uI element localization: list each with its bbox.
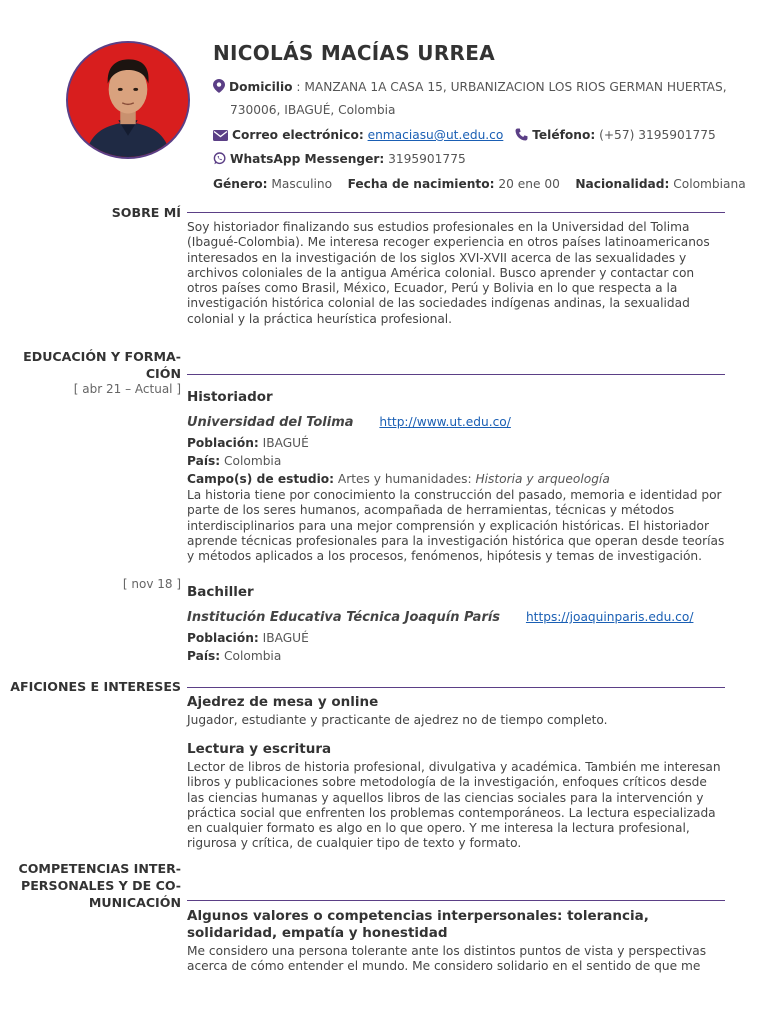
education-entry-2	[187, 584, 727, 665]
country-value: Colombia	[224, 454, 282, 468]
city-row	[187, 434, 727, 452]
about-divider	[187, 212, 725, 213]
address-value-line2: 730006, IBAGUÉ, Colombia	[230, 103, 396, 117]
country-row	[187, 647, 727, 665]
hobbies-divider	[187, 687, 725, 688]
whatsapp-icon	[213, 152, 226, 165]
competencies-section-title	[18, 860, 181, 911]
hobby-text: Lector de libros de historia profesional, divulgativa y académica. También me interesan libros y publicaciones sobre metodología de la investigación, enfoques críticos desde las ciencias humanas y aquellos libros de las ciencias sociales para la intervención y práctica social que enfrenten los problemas contemporáneos. La lectura especializada en cualquier formato es algo en lo que opero. Y me interesa la lectura profesional, rigurosa y crítica, de cualquier tipo de texto y formato.	[187, 760, 721, 851]
gender-label: Género:	[213, 177, 268, 191]
envelope-icon	[213, 130, 228, 141]
degree-title: Historiador	[187, 389, 273, 405]
institution-line	[187, 415, 727, 430]
whatsapp-line	[213, 152, 466, 166]
competency-item	[187, 908, 727, 975]
nationality-label: Nacionalidad:	[575, 177, 670, 191]
institution-link[interactable]: https://joaquinparis.edu.co/	[525, 610, 694, 624]
education-title-line2: CIÓN	[145, 366, 181, 381]
whatsapp-value: 3195901775	[388, 152, 466, 166]
education-date-1: [ abr 21 – Actual ]	[73, 382, 181, 396]
city-value: IBAGUÉ	[262, 436, 309, 450]
avatar	[68, 43, 188, 157]
field-row	[187, 470, 727, 488]
education-title-line1: EDUCACIÓN Y FORMA-	[23, 349, 181, 364]
institution-name: Institución Educativa Técnica Joaquín París	[187, 610, 501, 625]
competencies-title-line3: MUNICACIÓN	[88, 895, 181, 910]
country-value: Colombia	[224, 649, 282, 663]
institution-name: Universidad del Tolima	[187, 415, 354, 430]
competencies-divider	[187, 900, 725, 901]
degree-description: La historia tiene por conocimiento la construcción del pasado, memoria e identidad por parte de los seres humanos, acompañada de herramientas, técnicas y métodos interdisciplinarios para una mejor comprensión y explicación históricas. El historiador aprende técnicas profesionales para la investigación histórica que operan desde teorías y métodos aplicados a los procesos, fenómenos, hipótesis y temas de investigación.	[187, 488, 725, 564]
birth-label: Fecha de nacimiento:	[347, 177, 495, 191]
contact-line	[213, 128, 716, 142]
education-date-2: [ nov 18 ]	[122, 577, 181, 591]
education-entry-1	[187, 389, 727, 564]
phone-label: Teléfono:	[532, 128, 596, 142]
whatsapp-label: WhatsApp Messenger:	[230, 152, 385, 166]
city-label: Población:	[187, 436, 259, 450]
candidate-name: NICOLÁS MACÍAS URREA	[213, 41, 495, 65]
email-link[interactable]: enmaciasu@ut.edu.co	[367, 128, 504, 142]
address-line: Domicilio : MANZANA 1A CASA 15, URBANIZACION LOS RIOS GERMAN HUERTAS,	[213, 79, 727, 94]
address-value-line1: MANZANA 1A CASA 15, URBANIZACION LOS RIOS GERMAN HUERTAS,	[304, 80, 727, 94]
email-label: Correo electrónico:	[232, 128, 364, 142]
competencies-title-line2: PERSONALES Y DE CO-	[20, 878, 181, 893]
education-divider	[187, 374, 725, 375]
field-value: Artes y humanidades:	[337, 472, 472, 486]
address-label: Domicilio	[229, 80, 293, 94]
country-label: País:	[187, 454, 221, 468]
country-row	[187, 452, 727, 470]
field-detail: Historia y arqueología	[475, 472, 610, 486]
personal-details-line	[213, 177, 746, 191]
country-label: País:	[187, 649, 221, 663]
city-row	[187, 629, 727, 647]
location-pin-icon	[213, 79, 225, 93]
profile-photo	[66, 41, 190, 159]
phone-value: (+57) 3195901775	[599, 128, 716, 142]
competency-text: Me considero una persona tolerante ante los distintos puntos de vista y perspectivas acerca de cómo entender el mundo. Me considero solidario en el sentido de que me	[187, 944, 707, 974]
nationality-value: Colombiana	[673, 177, 746, 191]
gender-value: Masculino	[271, 177, 333, 191]
education-section-title	[23, 348, 181, 382]
city-label: Población:	[187, 631, 259, 645]
competencies-title-line1: COMPETENCIAS INTER-	[18, 861, 181, 876]
hobby-title: Lectura y escritura	[187, 741, 332, 757]
hobby-title: Ajedrez de mesa y online	[187, 694, 379, 710]
city-value: IBAGUÉ	[262, 631, 309, 645]
institution-link[interactable]: http://www.ut.edu.co/	[379, 415, 511, 429]
birth-value: 20 ene 00	[498, 177, 560, 191]
hobby-item	[187, 694, 727, 728]
hobby-text: Jugador, estudiante y practicante de ajedrez no de tiempo completo.	[187, 713, 608, 727]
competency-title: Algunos valores o competencias interpersonales: tolerancia, solidaridad, empatía y honestidad	[187, 908, 649, 941]
hobby-item	[187, 741, 727, 852]
about-text: Soy historiador finalizando sus estudios profesionales en la Universidad del Tolima (Ibagué-Colombia). Me interesa recoger experiencia en otros países latinoamericanos interesados en la investigación de los siglos XVI-XVII acerca de las sexualidades y archivos coloniales de la antigua América colonial. Busco aprender y contactar con otros países como Brasil, México, Ecuador, Perú y Bolivia en lo que respecta a la investigación histórica colonial de las sociedades indígenas andinas, la sexualidad colonial y la práctica heurística profesional.	[187, 220, 710, 326]
hobbies-section-title: AFICIONES E INTERESES	[10, 679, 181, 694]
institution-line	[187, 610, 727, 625]
about-section-title: SOBRE MÍ	[111, 205, 181, 220]
degree-title: Bachiller	[187, 584, 254, 600]
field-label: Campo(s) de estudio:	[187, 472, 335, 486]
phone-icon	[515, 128, 528, 141]
